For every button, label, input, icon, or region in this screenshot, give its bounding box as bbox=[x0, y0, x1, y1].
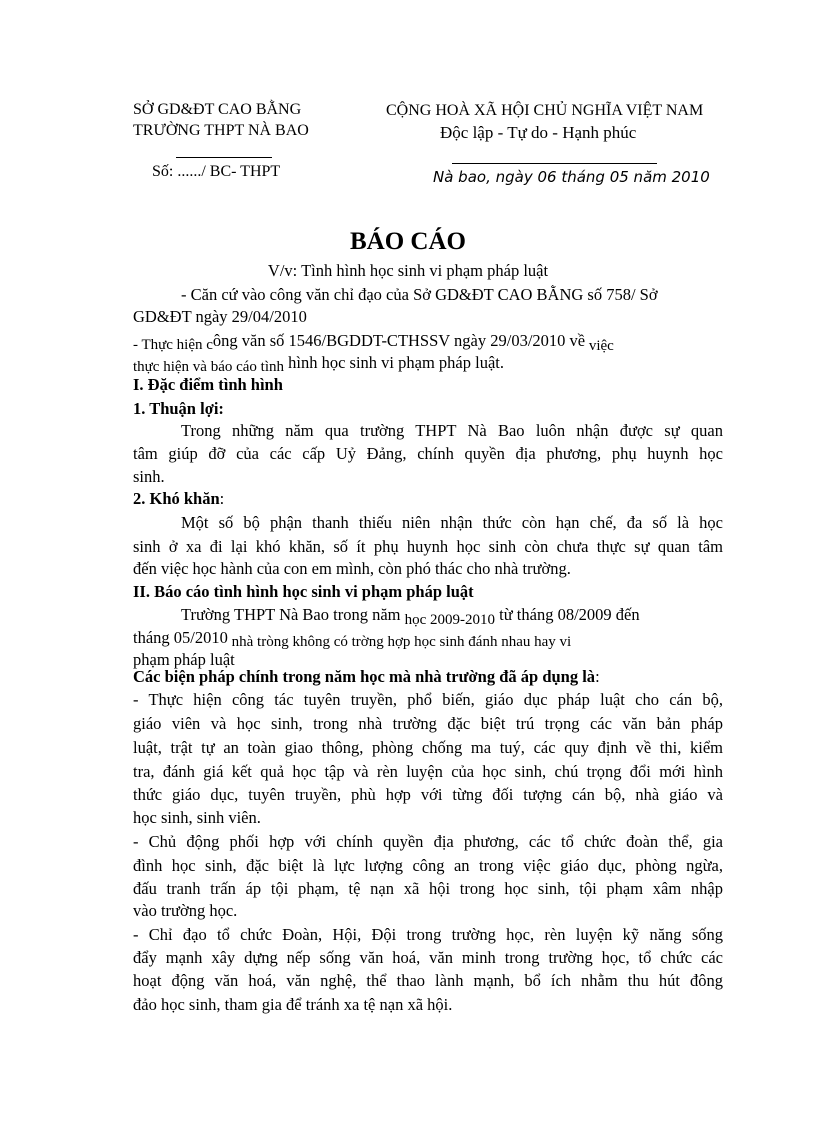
school-name: TRƯỜNG THPT NÀ BAO bbox=[133, 122, 309, 139]
preamble-fragment: việc bbox=[585, 338, 614, 354]
measure-line: tra, đánh giá kết quả học tập và rèn luyện của học sinh, chú trọng đổi mới hình bbox=[133, 762, 723, 781]
org-name: SỞ GD&ĐT CAO BẰNG bbox=[133, 101, 302, 118]
document-subject: V/v: Tình hình học sinh vi phạm pháp luật bbox=[267, 261, 549, 280]
measure-line: đảo học sinh, tham gia để tránh xa tệ nạn xã hội. bbox=[133, 995, 453, 1014]
measure-line: thức giáo dục, tuyên truyền, phù hợp với từng đối tượng cán bộ, nhà giáo và bbox=[133, 785, 723, 804]
measures-heading-text: Các biện pháp chính trong năm học mà nhà trường đã áp dụng là bbox=[133, 667, 596, 686]
paragraph-line: phạm pháp luật bbox=[133, 650, 235, 669]
measure-line: đình học sinh, đặc biệt là lực lượng công an trong việc giáo dục, phòng ngừa, bbox=[133, 856, 723, 875]
org-underline bbox=[176, 157, 272, 158]
measures-heading-colon: : bbox=[595, 667, 600, 686]
paragraph-line: Một số bộ phận thanh thiếu niên nhận thức còn hạn chế, đa số là học bbox=[181, 513, 723, 532]
paragraph-fragment: từ tháng 08/2009 đến bbox=[495, 605, 640, 624]
paragraph-line: tâm giúp đỡ của các cấp Uỷ Đảng, chính quyền địa phương, phụ huynh học bbox=[133, 444, 723, 463]
preamble-line: GD&ĐT ngày 29/04/2010 bbox=[133, 307, 307, 326]
measure-line: hoạt động văn hoá, văn nghệ, thể thao lành mạnh, bổ ích nhằm thu hút đông bbox=[133, 971, 723, 990]
measure-line: đẩy mạnh xây dựng nếp sống văn hoá, văn minh trong trường học, tổ chức các bbox=[133, 948, 723, 967]
paragraph-line: sinh ở xa đi lại khó khăn, số ít phụ huynh học sinh còn chưa thực sự quan tâm bbox=[133, 537, 723, 556]
subsection-heading-text: 2. Khó khăn bbox=[133, 489, 220, 508]
preamble-fragment: thực hiện và báo cáo tình bbox=[133, 359, 284, 375]
paragraph-line: sinh. bbox=[133, 467, 165, 486]
doc-number: Số: ....../ BC- THPT bbox=[152, 163, 281, 180]
section-heading: II. Báo cáo tình hình học sinh vi phạm pháp luật bbox=[133, 582, 474, 601]
preamble-fragment: - Thực hiện c bbox=[133, 337, 213, 353]
paragraph-fragment: tháng 05/2010 bbox=[133, 628, 228, 647]
measure-line: đấu tranh trấn áp tội phạm, tệ nạn xã hội trong học sinh, tội phạm xâm nhập bbox=[133, 879, 723, 898]
paragraph-fragment: Trường THPT Nà Bao trong năm bbox=[181, 605, 405, 624]
document-title: BÁO CÁO bbox=[350, 228, 466, 255]
paragraph-fragment: học 2009-2010 bbox=[404, 612, 496, 628]
measure-line: giáo viên và học sinh, trong nhà trường đặc biệt trú trọng các văn bản pháp bbox=[133, 714, 723, 733]
measure-line: học sinh, sinh viên. bbox=[133, 808, 261, 827]
paragraph-line: Trong những năm qua trường THPT Nà Bao luôn nhận được sự quan bbox=[181, 421, 723, 440]
preamble-fragment: hình học sinh vi phạm pháp luật. bbox=[284, 353, 504, 372]
motto-underline bbox=[452, 163, 657, 164]
subsection-heading bbox=[133, 488, 723, 510]
paragraph-fragment: nhà tròng không có trờng hợp học sinh đánh nhau hay vi bbox=[227, 634, 572, 650]
measure-line: luật, trật tự an toàn giao thông, phòng chống ma tuý, các quy định về thi, kiểm bbox=[133, 738, 723, 757]
preamble-fragment: ông văn số 1546/BGDDT-CTHSSV ngày 29/03/2010 về bbox=[212, 331, 586, 350]
measure-line: - Chỉ đạo tổ chức Đoàn, Hội, Đội trong trường học, rèn luyện kỹ năng sống bbox=[133, 925, 723, 944]
measure-line: - Thực hiện công tác tuyên truyền, phổ biến, giáo dục pháp luật cho cán bộ, bbox=[133, 690, 723, 709]
place-date: Nà bao, ngày 06 tháng 05 năm 2010 bbox=[433, 168, 710, 186]
nation-title: CỘNG HOÀ XÃ HỘI CHỦ NGHĨA VIỆT NAM bbox=[386, 102, 704, 119]
subsection-heading-colon: : bbox=[219, 489, 225, 508]
national-motto: Độc lập - Tự do - Hạnh phúc bbox=[440, 123, 637, 142]
measure-line: - Chủ động phối hợp với chính quyền địa phương, các tổ chức đoàn thể, gia bbox=[133, 832, 723, 851]
measure-line: vào trường học. bbox=[133, 901, 238, 920]
paragraph-line: đến việc học hành của con em mình, còn phó thác cho nhà trường. bbox=[133, 559, 571, 578]
preamble-line: - Căn cứ vào công văn chỉ đạo của Sở GD&ĐT CAO BẰNG số 758/ Sở bbox=[181, 285, 658, 304]
subsection-heading: 1. Thuận lợi: bbox=[133, 399, 224, 418]
section-heading: I. Đặc điểm tình hình bbox=[133, 375, 283, 394]
measures-heading bbox=[133, 666, 723, 688]
